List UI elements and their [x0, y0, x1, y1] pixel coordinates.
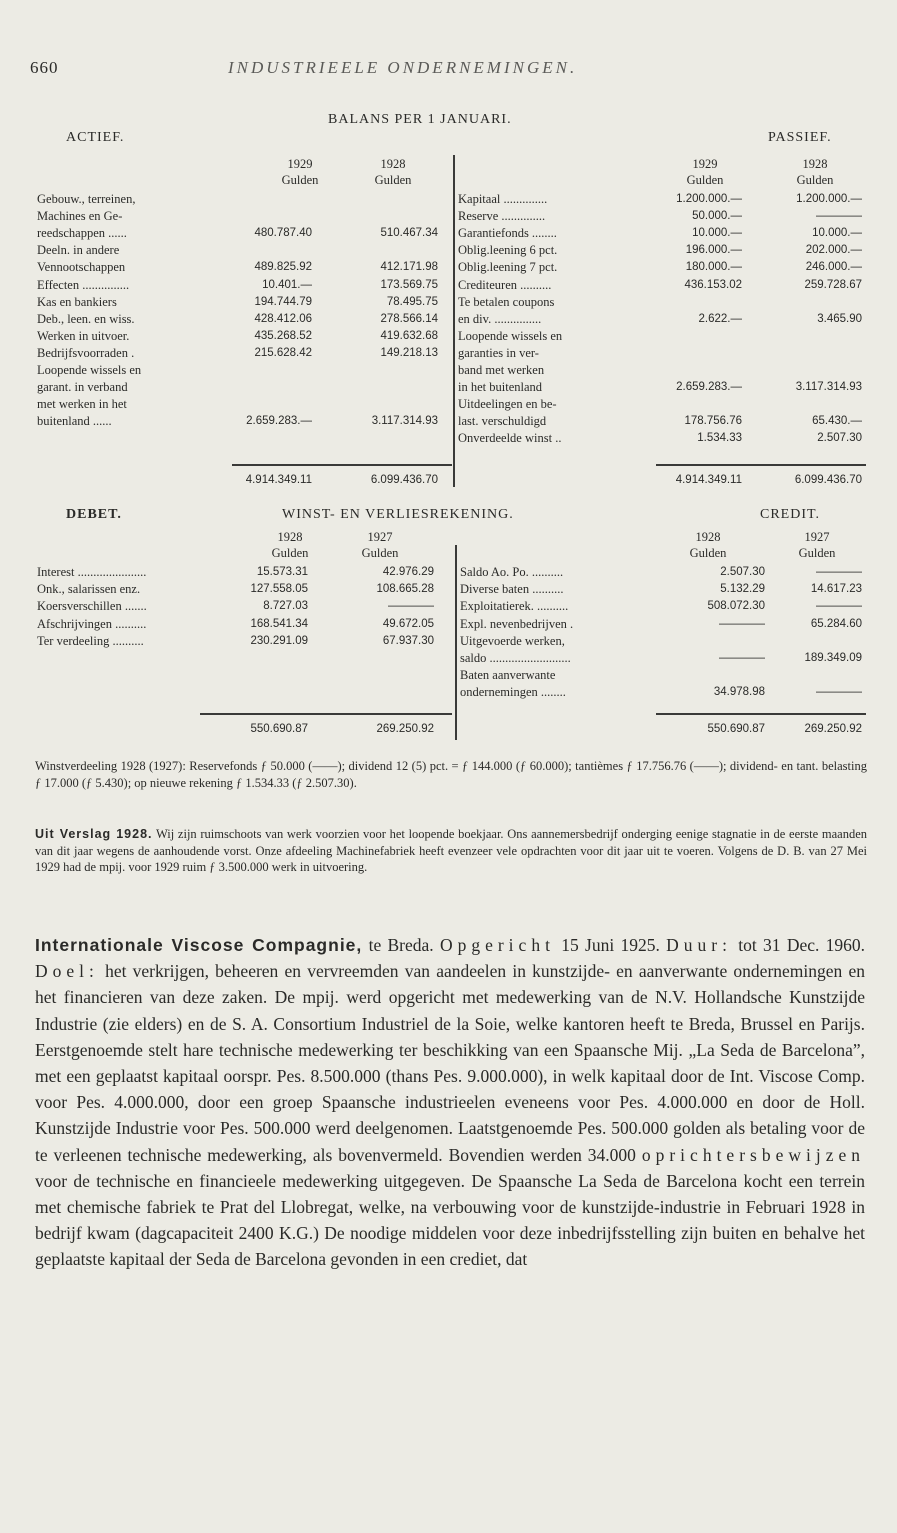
- debet-row-label: Afschrijvingen ..........: [37, 616, 147, 631]
- passief-total-1929: 4.914.349.11: [675, 474, 742, 486]
- passief-row-label: garanties in ver-: [458, 345, 539, 360]
- passief-row-label: Onverdeelde winst ..: [458, 431, 562, 446]
- winstverdeeling-note: Winstverdeeling 1928 (1927): Reservefonds ƒ 50.000 (——); dividend 12 (5) pct. = ƒ 144.000 (ƒ 60.000); tantièmes ƒ 17.756.76 (——); dividend- en tant. belasting ƒ 17.000 (ƒ 5.430); op nieuwe rekening ƒ 1.534.33 (ƒ 2.507.30).: [35, 759, 867, 790]
- credit-label: CREDIT.: [760, 507, 821, 522]
- credit-row-value-v1928: ————: [719, 652, 765, 664]
- passief-row-label: Uitdeelingen en be-: [458, 397, 557, 412]
- passief-row-value-v1929: 178.756.76: [684, 415, 742, 428]
- passief-row-value-v1929: 2.659.283.—: [676, 381, 742, 394]
- verslag-note: [35, 826, 867, 876]
- passief-label: PASSIEF.: [768, 130, 832, 145]
- actief-row-label: Kas en bankiers: [37, 294, 117, 309]
- credit-row-label: ondernemingen ........: [460, 685, 566, 700]
- actief-row-value-v1928: 173.569.75: [380, 278, 438, 291]
- actief-row-value-v1929: 428.412.06: [254, 312, 312, 325]
- debet-year-1928: 1928: [277, 530, 303, 544]
- passief-row-value-v1929: 10.000.—: [692, 227, 742, 240]
- passief-row-label: Crediteuren ..........: [458, 277, 552, 292]
- debet-row-value-v1927: 108.665.28: [376, 583, 434, 596]
- actief-row-label: reedschappen ......: [37, 226, 127, 241]
- credit-total-1927: 269.250.92: [804, 723, 862, 735]
- passief-row-label: Kapitaal ..............: [458, 192, 548, 206]
- passief-row-label: Garantiefonds ........: [458, 226, 557, 241]
- credit-row-value-v1927: 14.617.23: [810, 583, 862, 596]
- actief-row-value-v1929: 10.401.—: [262, 278, 312, 291]
- actief-total-rule: [232, 464, 452, 466]
- passief-unit-a: Gulden: [686, 173, 724, 187]
- actief-row-label: Loopende wissels en: [37, 363, 142, 377]
- debet-total-rule: [200, 713, 452, 715]
- actief-year-1928: 1928: [380, 157, 406, 171]
- debet-unit-b: Gulden: [361, 546, 399, 560]
- verslag-text: Wij zijn ruimschoots van werk voorzien voor het loopende boekjaar. Ons aannemersbedrijf onderging eenige stagnatie in de eerste maanden van dit jaar wegens de aanhoudende vorst. Onze afdeeling Machinefabriek heeft evenzeer vele opdrachten voor dit jaar uit te voeren. Volgens de D. B. van 27 Mei 1929 had de mpij. voor 1929 ruim ƒ 3.500.000 werk in uitvoering.: [35, 827, 867, 874]
- passief-row-value-v1928: 10.000.—: [812, 227, 862, 240]
- passief-row-value-v1929: 196.000.—: [685, 244, 742, 257]
- actief-row-value-v1929: 215.628.42: [254, 346, 312, 359]
- actief-unit-a: Gulden: [281, 173, 319, 187]
- passief-row-value-v1928: 259.728.67: [804, 278, 862, 291]
- debet-row-label: Koersverschillen .......: [37, 599, 147, 614]
- debet-row-value-v1928: 15.573.31: [256, 566, 308, 578]
- debet-row-value-v1927: 67.937.30: [382, 634, 434, 647]
- actief-row-value-v1928: 78.495.75: [386, 295, 438, 308]
- passief-row-value-v1928: 65.430.—: [812, 415, 862, 428]
- credit-row-value-v1928: 2.507.30: [720, 566, 765, 578]
- passief-row-label: Oblig.leening 6 pct.: [458, 243, 558, 258]
- debet-row-label: Ter verdeeling ..........: [37, 633, 144, 648]
- passief-row-value-v1929: 1.534.33: [697, 432, 742, 445]
- actief-total-1928: 6.099.436.70: [370, 474, 438, 486]
- article-body: [35, 932, 865, 1273]
- credit-row-label: Baten aanverwante: [460, 668, 556, 683]
- oprichtersbewijzen-label: oprichtersbewijzen: [641, 1144, 865, 1165]
- credit-row-value-v1928: ————: [719, 617, 765, 630]
- debet-label: DEBET.: [66, 507, 122, 522]
- actief-row-value-v1929: 480.787.40: [254, 227, 312, 240]
- credit-row-label: Uitgevoerde werken,: [460, 633, 565, 648]
- passief-row-value-v1928: 3.465.90: [817, 312, 862, 325]
- actief-row-value-v1929: 489.825.92: [254, 261, 312, 274]
- actief-row-label: met werken in het: [37, 397, 127, 412]
- passief-row-label: Te betalen coupons: [458, 294, 555, 309]
- passief-row-value-v1928: 202.000.—: [805, 244, 862, 257]
- passief-row-value-v1929: 50.000.—: [692, 210, 742, 223]
- actief-label: ACTIEF.: [66, 130, 125, 145]
- credit-unit-b: Gulden: [798, 546, 836, 560]
- actief-row-value-v1929: 435.268.52: [254, 329, 312, 342]
- debet-row-value-v1928: 8.727.03: [263, 600, 308, 613]
- actief-row-value-v1928: 149.218.13: [380, 346, 438, 359]
- debet-unit-a: Gulden: [271, 546, 309, 560]
- actief-year-1929: 1929: [287, 157, 313, 171]
- actief-row-label: Werken in uitvoer.: [37, 328, 130, 343]
- actief-row-label: buitenland ......: [37, 414, 112, 429]
- credit-unit-a: Gulden: [689, 546, 727, 560]
- passief-row-value-v1928: 3.117.314.93: [795, 381, 862, 394]
- debet-total-1928: 550.690.87: [250, 723, 308, 735]
- debet-total-1927: 269.250.92: [376, 723, 434, 735]
- actief-total-1929: 4.914.349.11: [245, 474, 312, 486]
- passief-row-label: en div. ...............: [458, 311, 542, 326]
- passief-year-1928: 1928: [802, 157, 828, 171]
- doel-label: Doel:: [35, 961, 99, 982]
- passief-row-label: last. verschuldigd: [458, 414, 547, 429]
- actief-row-label: Gebouw., terreinen,: [37, 192, 136, 206]
- passief-row-value-v1928: 2.507.30: [817, 432, 862, 445]
- passief-row-label: in het buitenland: [458, 380, 543, 395]
- passief-row-value-v1928: 246.000.—: [805, 261, 862, 274]
- debet-row-value-v1928: 230.291.09: [250, 634, 308, 647]
- actief-row-label: Effecten ...............: [37, 277, 130, 292]
- actief-row-value-v1929: 194.744.79: [254, 295, 312, 308]
- passief-row-label: Reserve ..............: [458, 209, 546, 224]
- credit-total-rule: [656, 713, 866, 715]
- duur-value: tot 31 Dec. 1960.: [738, 935, 866, 955]
- article-continuation: voor de technische en financieele medewerking uitgegeven. De Spaansche La Seda de Barcelona kocht een terrein met chemische fabriek te Prat del Llobregat, welke, na verbouwing voor de kunstzijde-industrie in Februari 1928 in bedrijf kwam (dagcapaciteit 2400 K.G.) De noodige middelen voor deze inbedrijfsstelling zijn buiten en behalve het geplaatste kapitaal der Seda de Barcelona gevonden in een crediet, dat: [35, 1170, 865, 1270]
- doel-text: het verkrijgen, beheeren en vervreemden van aandeelen in kunstzijde- en aanverwante ondernemingen en het financieren van deze zaken. De mpij. werd opgericht met medewerking van de N.V. Hollandsche Kunstzijde Industrie (zie elders) en de S. A. Consortium Industriel de la Soie, welke kantoren heeft te Breda, Brussel en Parijs. Eerstgenoemde stelt hare technische medewerking ter beschikking van een Spaansche Mij. „La Seda de Barcelona”, met een geplaatst kapitaal oorspr. Pes. 8.500.000 (thans Pes. 9.000.000), in welk kapitaal door de Int. Viscose Comp. voor Pes. 4.000.000, door een groep Spaansche industrieelen eveneens voor Pes. 4.000.000 en door de Holl. Kunstzijde Industrie voor Pes. 500.000 werd deelgenomen. Laatstgenoemde Pes. 500.000 golden als betaling voor de te verleenen technische medewerking, als bovenvermeld. Bovendien werden 34.000: [35, 961, 866, 1165]
- article-location: te Breda.: [368, 935, 434, 955]
- actief-row-label: Bedrijfsvoorraden .: [37, 345, 135, 360]
- credit-row-label: Expl. nevenbedrijven .: [460, 616, 574, 631]
- passief-row-label: band met werken: [458, 363, 545, 377]
- actief-unit-b: Gulden: [374, 173, 412, 187]
- credit-row-value-v1927: ————: [816, 566, 862, 578]
- wv-divider: [455, 545, 457, 740]
- balans-title: BALANS PER 1 JANUARI.: [328, 112, 512, 127]
- credit-row-label: Exploitatierek. ..........: [460, 599, 569, 614]
- credit-year-1927: 1927: [804, 530, 830, 544]
- debet-row-value-v1927: 42.976.29: [382, 566, 434, 578]
- passief-row-label: Oblig.leening 7 pct.: [458, 260, 558, 275]
- passief-year-1929: 1929: [692, 157, 718, 171]
- balans-divider: [453, 155, 455, 487]
- credit-row-label: saldo ..........................: [460, 651, 571, 665]
- wv-title: WINST- EN VERLIESREKENING.: [282, 507, 514, 522]
- actief-row-label: Deeln. in andere: [37, 243, 120, 258]
- debet-year-1927: 1927: [367, 530, 393, 544]
- page-number: 660: [30, 58, 59, 77]
- running-title: INDUSTRIEELE ONDERNEMINGEN.: [228, 58, 578, 77]
- actief-row-label: Vennootschappen: [37, 260, 126, 275]
- debet-row-value-v1927: ————: [388, 600, 434, 613]
- credit-row-label: Saldo Ao. Po. ..........: [460, 565, 564, 579]
- actief-row-value-v1928: 510.467.34: [380, 227, 438, 240]
- passief-unit-b: Gulden: [796, 173, 834, 187]
- passief-row-value-v1929: 1.200.000.—: [676, 193, 742, 205]
- actief-row-label: garant. in verband: [37, 380, 128, 395]
- debet-row-label: Onk., salarissen enz.: [37, 582, 141, 597]
- credit-row-value-v1928: 508.072.30: [707, 600, 765, 613]
- debet-row-label: Interest ......................: [37, 565, 147, 579]
- actief-row-value-v1929: 2.659.283.—: [246, 415, 312, 428]
- actief-row-value-v1928: 419.632.68: [380, 329, 438, 342]
- credit-row-value-v1928: 5.132.29: [720, 583, 765, 596]
- passief-row-value-v1928: 1.200.000.—: [796, 193, 862, 205]
- actief-row-label: Machines en Ge-: [37, 209, 123, 224]
- opgericht-label: Opgericht: [439, 935, 555, 955]
- credit-row-value-v1927: 65.284.60: [810, 617, 862, 630]
- credit-row-value-v1928: 34.978.98: [713, 686, 765, 699]
- actief-row-value-v1928: 412.171.98: [380, 261, 438, 274]
- actief-row-value-v1928: 278.566.14: [380, 312, 438, 325]
- debet-row-value-v1927: 49.672.05: [382, 617, 434, 630]
- actief-row-value-v1928: 3.117.314.93: [371, 415, 438, 428]
- credit-row-value-v1927: ————: [816, 600, 862, 613]
- passief-total-1928: 6.099.436.70: [794, 474, 862, 486]
- passief-row-value-v1929: 180.000.—: [685, 261, 742, 274]
- passief-row-value-v1928: ————: [816, 210, 862, 223]
- credit-row-value-v1927: 189.349.09: [804, 652, 862, 664]
- passief-row-value-v1929: 436.153.02: [684, 278, 742, 291]
- verslag-label: Uit Verslag 1928.: [35, 827, 153, 841]
- debet-row-value-v1928: 168.541.34: [250, 617, 308, 630]
- credit-row-value-v1927: ————: [816, 686, 862, 699]
- debet-row-value-v1928: 127.558.05: [250, 583, 308, 596]
- credit-year-1928: 1928: [695, 530, 721, 544]
- actief-row-label: Deb., leen. en wiss.: [37, 311, 135, 326]
- opgericht-date: 15 Juni 1925.: [561, 935, 660, 955]
- company-name: Internationale Viscose Compagnie,: [35, 935, 363, 955]
- passief-row-label: Loopende wissels en: [458, 328, 563, 343]
- passief-row-value-v1929: 2.622.—: [698, 312, 742, 325]
- duur-label: Duur:: [666, 935, 732, 955]
- credit-total-1928: 550.690.87: [707, 723, 765, 735]
- credit-row-label: Diverse baten ..........: [460, 582, 564, 597]
- passief-total-rule: [656, 464, 866, 466]
